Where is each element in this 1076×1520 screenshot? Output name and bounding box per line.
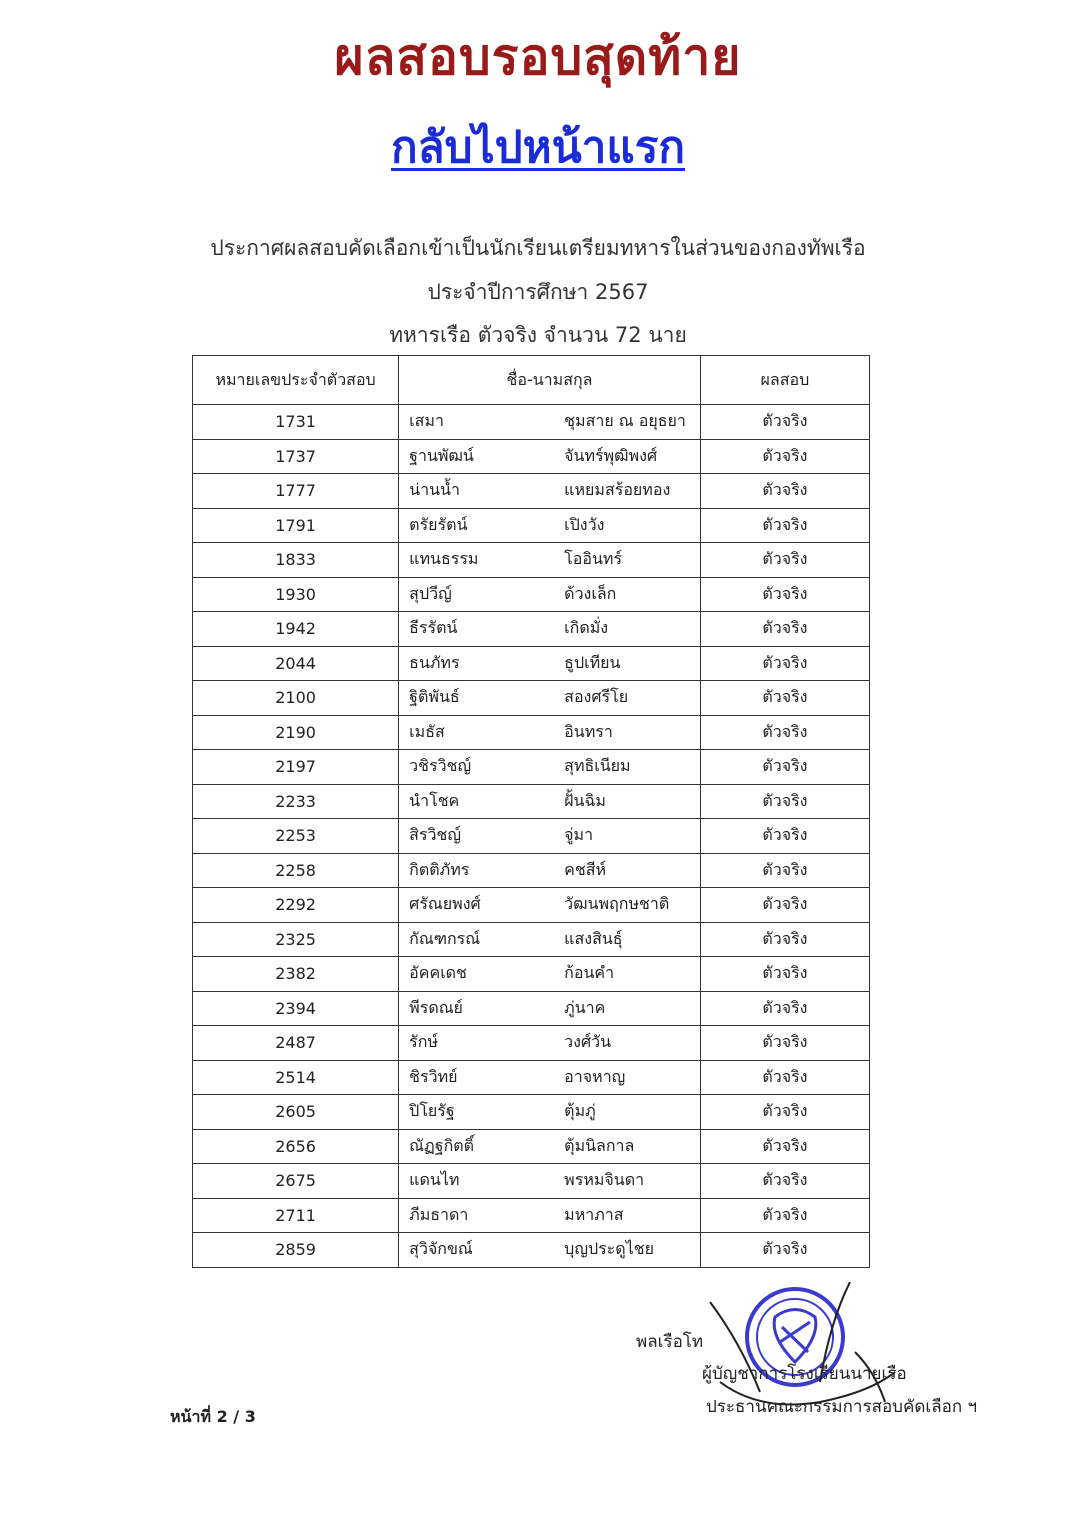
table-row <box>193 1129 870 1164</box>
exam-id-cell: 2325 <box>193 922 399 957</box>
announcement-year: ประจำปีการศึกษา 2567 <box>427 280 649 304</box>
exam-id-cell: 1930 <box>193 577 399 612</box>
last-name: ฝั้นฉิม <box>564 790 606 810</box>
exam-id-cell: 1942 <box>193 612 399 647</box>
table-header-row <box>193 356 870 405</box>
last-name: แหยมสร้อยทอง <box>564 480 671 500</box>
result-cell: ตัวจริง <box>700 1026 869 1061</box>
first-name: สุปวีญ์ <box>409 583 452 603</box>
name-cell <box>399 1129 701 1164</box>
result-cell: ตัวจริง <box>700 1060 869 1095</box>
header-result: ผลสอบ <box>700 356 869 405</box>
result-cell: ตัวจริง <box>700 508 869 543</box>
result-cell: ตัวจริง <box>700 922 869 957</box>
result-cell: ตัวจริง <box>700 439 869 474</box>
first-name: เสมา <box>409 411 444 431</box>
name-cell <box>399 681 701 716</box>
exam-id-cell: 1791 <box>193 508 399 543</box>
name-cell <box>399 922 701 957</box>
last-name: ตุ้มนิลกาล <box>564 1135 635 1155</box>
table-row <box>193 577 870 612</box>
exam-id-cell: 2044 <box>193 646 399 681</box>
name-cell <box>399 474 701 509</box>
first-name: อัคคเดช <box>409 963 467 983</box>
back-to-home-link-container <box>0 112 1076 182</box>
back-to-home-link[interactable]: กลับไปหน้าแรก <box>390 122 685 173</box>
result-cell: ตัวจริง <box>700 681 869 716</box>
last-name: พรหมจินดา <box>564 1170 645 1190</box>
last-name: แสงสินธุ์ <box>564 928 623 948</box>
table-row <box>193 853 870 888</box>
name-cell <box>399 853 701 888</box>
exam-id-cell: 2253 <box>193 819 399 854</box>
signature-position: ผู้บัญชาการโรงเรียนนายเรือ <box>702 1364 907 1384</box>
name-cell <box>399 543 701 578</box>
last-name: จู่มา <box>564 825 594 845</box>
result-cell: ตัวจริง <box>700 853 869 888</box>
exam-id-cell: 2258 <box>193 853 399 888</box>
table-row <box>193 1164 870 1199</box>
first-name: ธนภัทร <box>409 652 460 672</box>
result-cell: ตัวจริง <box>700 1198 869 1233</box>
first-name: ตรัยรัตน์ <box>409 514 468 534</box>
table-row <box>193 646 870 681</box>
results-table-body <box>193 405 870 1268</box>
exam-id-cell: 2394 <box>193 991 399 1026</box>
exam-id-cell: 1833 <box>193 543 399 578</box>
result-cell: ตัวจริง <box>700 474 869 509</box>
exam-id-cell: 2233 <box>193 784 399 819</box>
last-name: ด้วงเล็ก <box>564 583 617 603</box>
first-name: รักษ์ <box>409 1032 438 1052</box>
table-row <box>193 922 870 957</box>
first-name: ธีรรัตน์ <box>409 618 458 638</box>
table-row <box>193 888 870 923</box>
last-name: ก้อนคำ <box>564 963 615 983</box>
first-name: ภีมธาดา <box>409 1204 469 1224</box>
first-name: ฐานพัฒน์ <box>409 445 474 465</box>
first-name: พีรดณย์ <box>409 997 463 1017</box>
name-cell <box>399 991 701 1026</box>
page-number: หน้าที่ 2 / 3 <box>170 1407 256 1426</box>
name-cell <box>399 1198 701 1233</box>
last-name: เกิดมั่ง <box>564 618 609 638</box>
table-row <box>193 1198 870 1233</box>
table-row <box>193 474 870 509</box>
first-name: น่านน้ำ <box>409 480 460 500</box>
name-cell <box>399 888 701 923</box>
table-row <box>193 1026 870 1061</box>
last-name: ตุ้มภู่ <box>564 1101 596 1121</box>
page-title: ผลสอบรอบสุดท้าย <box>334 28 742 86</box>
table-row <box>193 508 870 543</box>
first-name: ฐิติพันธ์ <box>409 687 460 707</box>
result-cell: ตัวจริง <box>700 405 869 440</box>
result-cell: ตัวจริง <box>700 991 869 1026</box>
last-name: จันทร์พุฒิพงศ์ <box>564 445 658 465</box>
last-name: ชุมสาย ณ อยุธยา <box>564 411 686 431</box>
name-cell <box>399 1026 701 1061</box>
header-exam-id: หมายเลขประจำตัวสอบ <box>193 356 399 405</box>
name-cell <box>399 957 701 992</box>
name-cell <box>399 750 701 785</box>
last-name: มหาภาส <box>564 1204 624 1224</box>
result-cell: ตัวจริง <box>700 957 869 992</box>
last-name: อาจหาญ <box>564 1066 626 1086</box>
result-cell: ตัวจริง <box>700 577 869 612</box>
name-cell <box>399 439 701 474</box>
result-cell: ตัวจริง <box>700 819 869 854</box>
name-cell <box>399 577 701 612</box>
exam-id-cell: 2292 <box>193 888 399 923</box>
result-cell: ตัวจริง <box>700 1233 869 1268</box>
name-cell <box>399 784 701 819</box>
first-name: สิรวิชญ์ <box>409 825 462 845</box>
exam-id-cell: 1737 <box>193 439 399 474</box>
first-name: แทนธรรม <box>409 549 479 569</box>
name-cell <box>399 715 701 750</box>
first-name: ปิโยรัฐ <box>409 1101 455 1121</box>
exam-id-cell: 1777 <box>193 474 399 509</box>
announcement-heading: ประกาศผลสอบคัดเลือกเข้าเป็นนักเรียนเตรียมทหารในส่วนของกองทัพเรือ <box>210 236 866 260</box>
table-row <box>193 784 870 819</box>
table-row <box>193 991 870 1026</box>
first-name: กัณฑกรณ์ <box>409 928 481 948</box>
last-name: บุญประดูไชย <box>564 1239 654 1259</box>
last-name: คชสีห์ <box>564 859 607 879</box>
signature-role: ประธานคณะกรรมการสอบคัดเลือก ฯ <box>706 1397 978 1417</box>
last-name: วงศ์วัน <box>564 1032 612 1052</box>
exam-id-cell: 2859 <box>193 1233 399 1268</box>
first-name: เมธัส <box>409 721 445 741</box>
result-cell: ตัวจริง <box>700 646 869 681</box>
header-full-name: ชื่อ-นามสกุล <box>399 356 701 405</box>
exam-id-cell: 2675 <box>193 1164 399 1199</box>
table-row <box>193 1095 870 1130</box>
first-name: ชิรวิทย์ <box>409 1066 458 1086</box>
table-row <box>193 543 870 578</box>
first-name: กิตติภัทร <box>409 859 470 879</box>
result-cell: ตัวจริง <box>700 750 869 785</box>
last-name: สุทธิเนียม <box>564 756 631 776</box>
exam-id-cell: 1731 <box>193 405 399 440</box>
table-row <box>193 1233 870 1268</box>
result-cell: ตัวจริง <box>700 784 869 819</box>
table-row <box>193 439 870 474</box>
table-row <box>193 957 870 992</box>
result-cell: ตัวจริง <box>700 715 869 750</box>
table-row <box>193 1060 870 1095</box>
exam-id-cell: 2514 <box>193 1060 399 1095</box>
table-row <box>193 612 870 647</box>
last-name: วัฒนพฤกษชาติ <box>564 894 670 914</box>
result-cell: ตัวจริง <box>700 1095 869 1130</box>
last-name: สองศรีโย <box>564 687 629 707</box>
exam-id-cell: 2197 <box>193 750 399 785</box>
table-row <box>193 715 870 750</box>
signature-rank: พลเรือโท <box>636 1332 704 1352</box>
table-row <box>193 819 870 854</box>
table-row <box>193 405 870 440</box>
first-name: ศรัณยพงศ์ <box>409 894 481 914</box>
name-cell <box>399 612 701 647</box>
result-cell: ตัวจริง <box>700 1164 869 1199</box>
result-cell: ตัวจริง <box>700 888 869 923</box>
table-row <box>193 681 870 716</box>
exam-id-cell: 2487 <box>193 1026 399 1061</box>
result-cell: ตัวจริง <box>700 612 869 647</box>
first-name: สุวิจักขณ์ <box>409 1239 473 1259</box>
exam-id-cell: 2711 <box>193 1198 399 1233</box>
exam-id-cell: 2605 <box>193 1095 399 1130</box>
name-cell <box>399 1233 701 1268</box>
exam-id-cell: 2190 <box>193 715 399 750</box>
name-cell <box>399 646 701 681</box>
announcement-summary: ทหารเรือ ตัวจริง จำนวน 72 นาย <box>389 323 687 347</box>
last-name: อินทรา <box>564 721 613 741</box>
first-name: นำโชค <box>409 790 460 810</box>
result-cell: ตัวจริง <box>700 1129 869 1164</box>
result-cell: ตัวจริง <box>700 543 869 578</box>
name-cell <box>399 819 701 854</box>
name-cell <box>399 405 701 440</box>
last-name: เปิงวัง <box>564 514 605 534</box>
name-cell <box>399 1095 701 1130</box>
name-cell <box>399 508 701 543</box>
name-cell <box>399 1060 701 1095</box>
table-row <box>193 750 870 785</box>
exam-id-cell: 2382 <box>193 957 399 992</box>
name-cell <box>399 1164 701 1199</box>
last-name: โออินทร์ <box>564 549 623 569</box>
exam-id-cell: 2100 <box>193 681 399 716</box>
exam-id-cell: 2656 <box>193 1129 399 1164</box>
first-name: วชิรวิชญ์ <box>409 756 472 776</box>
first-name: ณัฏฐกิตติ์ <box>409 1135 475 1155</box>
results-table <box>192 355 870 1268</box>
last-name: ธูปเทียน <box>564 652 621 672</box>
last-name: ภู่นาค <box>564 997 606 1017</box>
first-name: แดนไท <box>409 1170 460 1190</box>
